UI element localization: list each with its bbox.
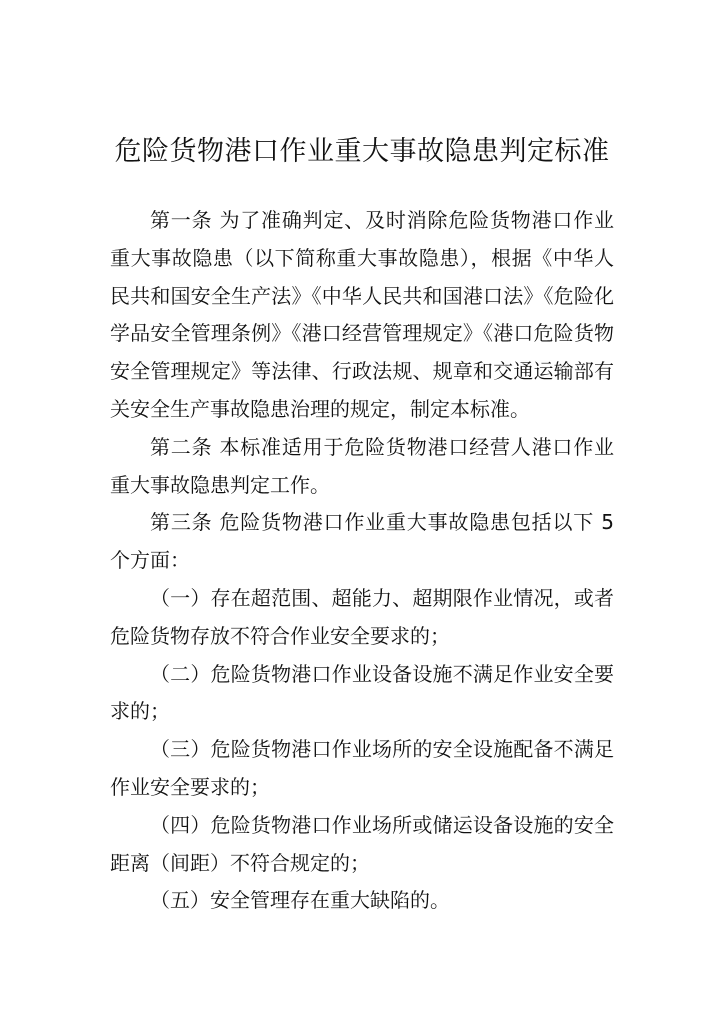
list-item-4 [110, 807, 614, 883]
article-text: 危险货物港口作业重大事故隐患包括以下 5 个方面： [110, 510, 614, 573]
article-number: 第二条 [150, 434, 213, 459]
article-number: 第一条 [150, 208, 213, 232]
list-item-text: （四）危险货物港口作业场所或储运设备设施的安全距离（间距）不符合规定的； [110, 812, 614, 875]
article-2 [110, 429, 614, 505]
list-item-3 [110, 731, 614, 807]
article-text: 本标准适用于危险货物港口经营人港口作业重大事故隐患判定工作。 [110, 434, 615, 497]
article-text: 为了准确判定、及时消除危险货物港口作业重大事故隐患（以下简称重大事故隐患），根据《中华人民共和国安全生产法》《中华人民共和国港口法》《危险化学品安全管理条例》《港口经营管理规定》《港口危险货物安全管理规定》等法律、行政法规、规章和交通运输部有关安全生产事故隐患治理的规定，制定本标准。 [110, 208, 615, 421]
article-1 [110, 202, 614, 429]
document-title: 危险货物港口作业重大事故隐患判定标准 [114, 136, 610, 167]
list-item-text: （五）安全管理存在重大缺陷的。 [150, 888, 450, 913]
article-3 [110, 504, 614, 580]
list-item-1 [110, 580, 614, 656]
document-body [110, 202, 614, 920]
list-item-5 [110, 882, 614, 920]
list-item-text: （二）危险货物港口作业设备设施不满足作业安全要求的； [110, 661, 614, 724]
list-item-2 [110, 656, 614, 732]
list-item-text: （三）危险货物港口作业场所的安全设施配备不满足作业安全要求的； [110, 737, 614, 799]
article-number: 第三条 [150, 510, 213, 535]
list-item-text: （一）存在超范围、超能力、超期限作业情况，或者危险货物存放不符合作业安全要求的； [110, 585, 614, 648]
